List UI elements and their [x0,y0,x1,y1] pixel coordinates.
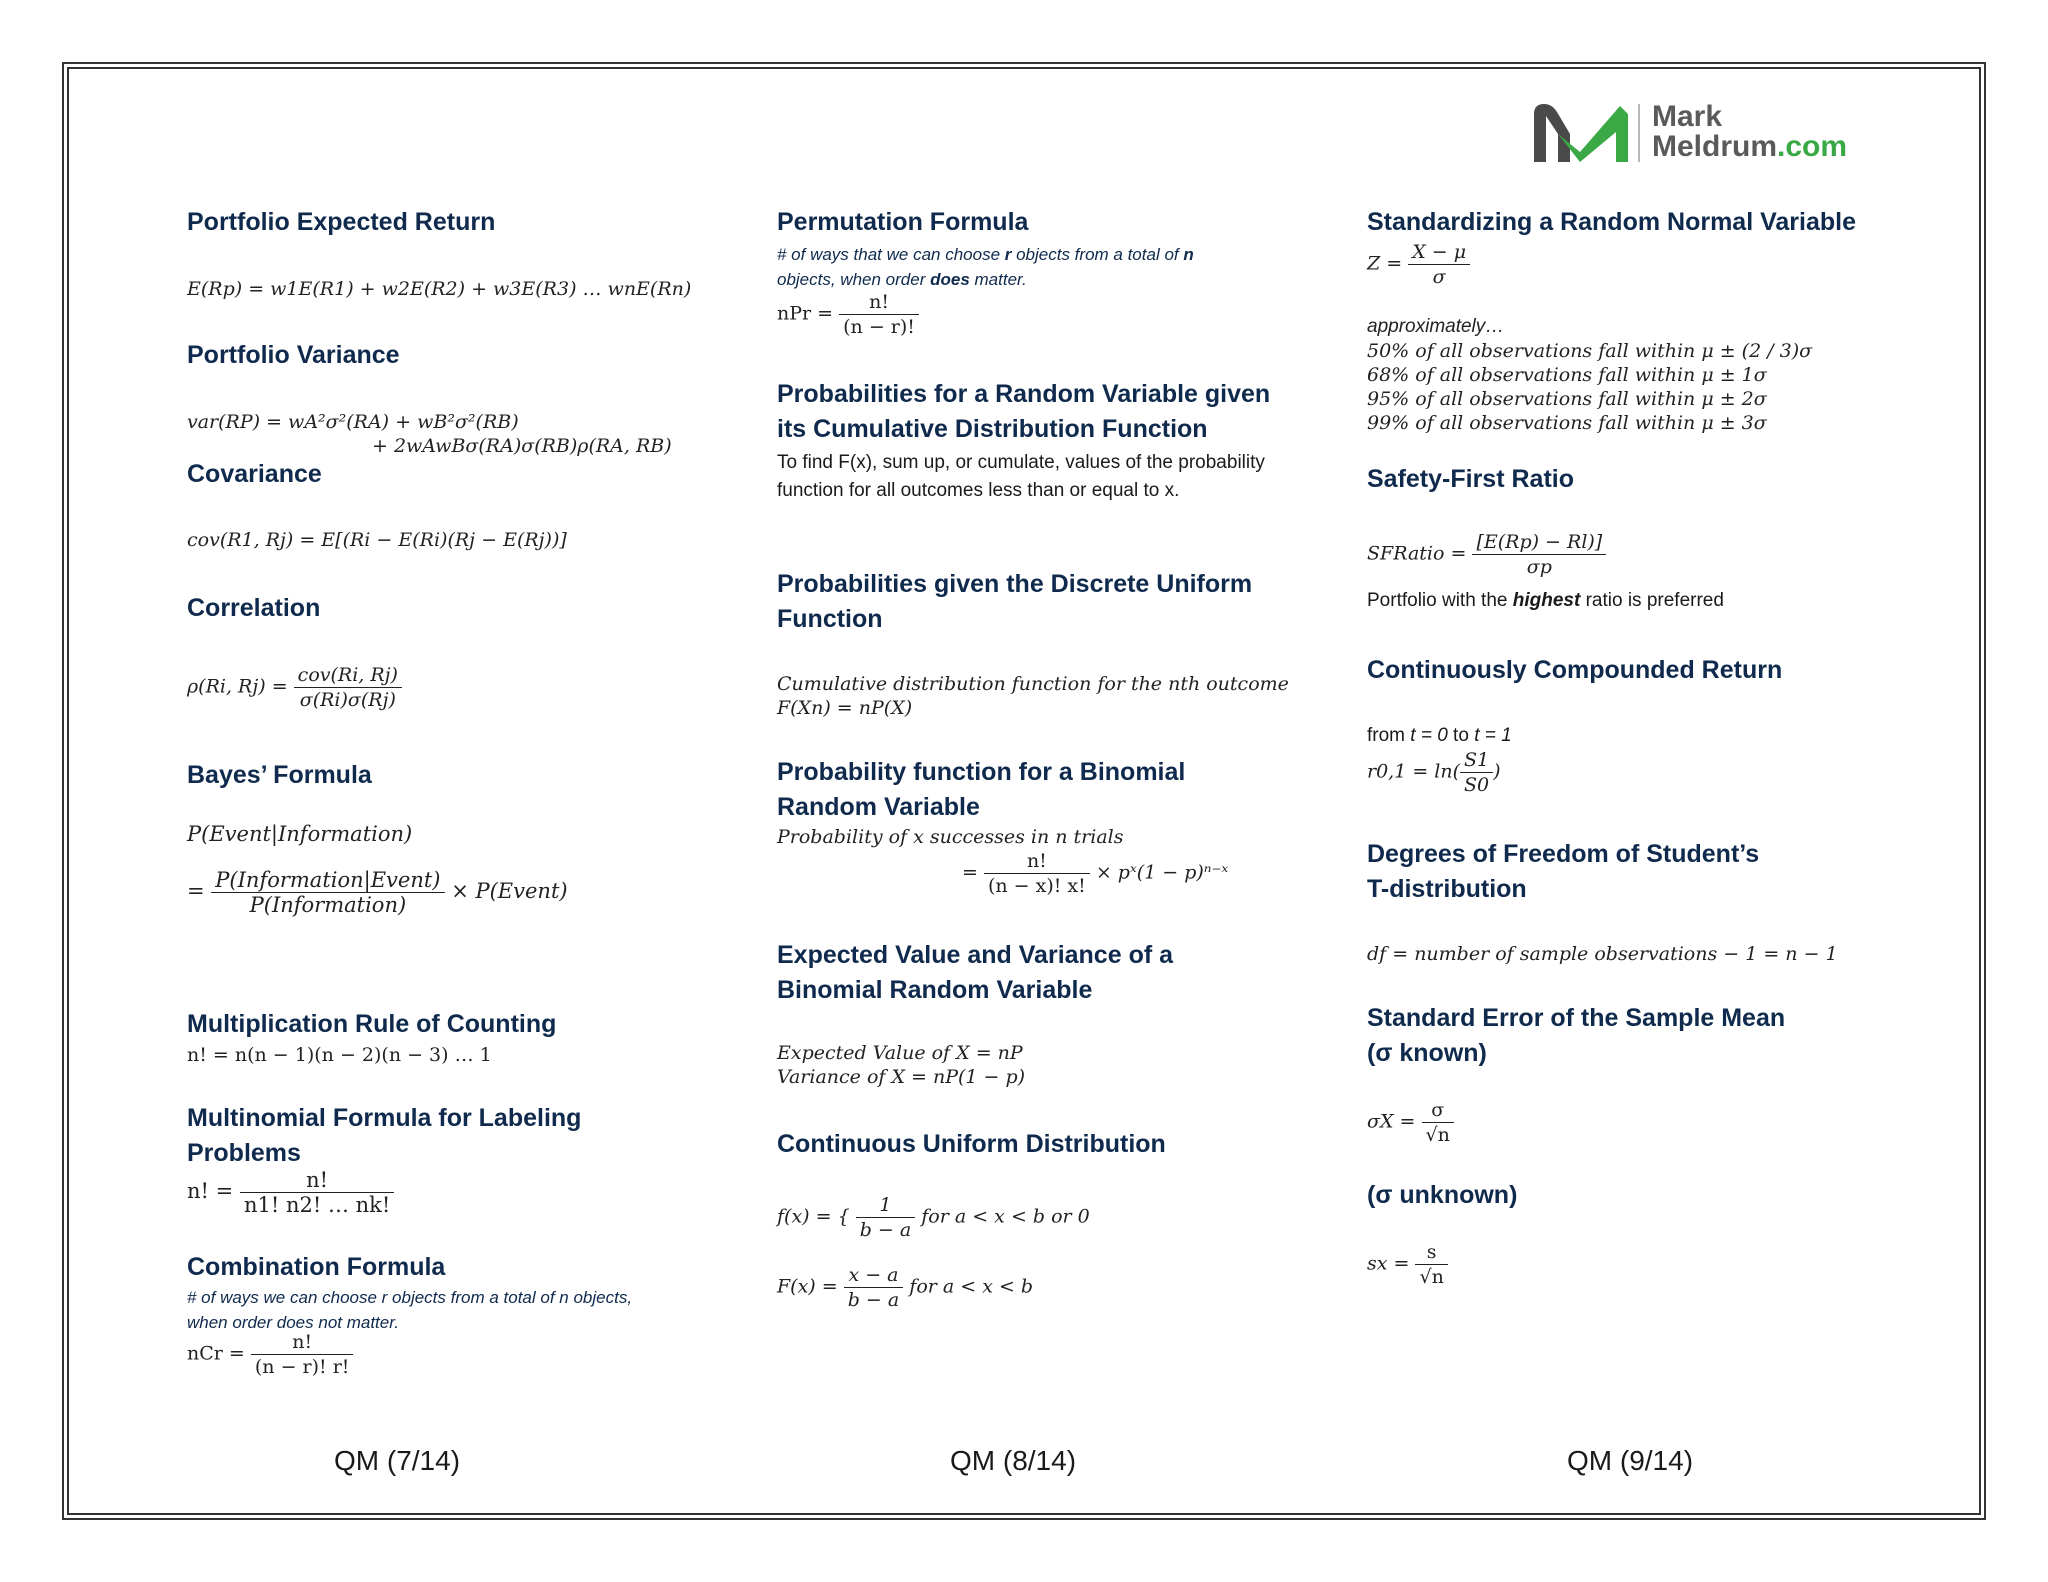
formula-binomial-line1: Probability of x successes in n trials [777,826,1124,848]
page-label-7: QM (7/14) [333,1445,461,1476]
note-permutation-b: objects, when order does matter. [777,270,1027,289]
formula-safety-first: SFRatio = $\frac{[E(Rp) - Rl)]}{\sigma p}$ [1367,530,1606,579]
formula-continuous-uniform-f: f(x) = { $\frac{1}{b - a}$ for a < x < b or 0 [777,1194,1090,1241]
formula-degrees-freedom: df = number of sample observations − 1 = n − 1 [1367,943,1838,965]
heading-multinomial-a: Multinomial Formula for Labeling [187,1104,582,1132]
heading-discrete-uniform-a: Probabilities given the Discrete Uniform [777,570,1253,598]
formula-bayes-line2: = $\frac{\text{P(Information|Event)}}{\text{P(Information)}}$ × P(Event) [187,868,568,917]
formula-discrete-uniform-line2: F(Xn) = nP(X) [777,697,913,719]
heading-sigma-unknown: (σ unknown) [1367,1181,1518,1209]
text-approximately: approximately… [1367,316,1505,337]
heading-portfolio-variance: Portfolio Variance [187,341,400,369]
heading-cdf-a: Probabilities for a Random Variable given [777,380,1271,408]
heading-correlation: Correlation [187,594,321,622]
note-combination-a: # of ways we can choose r objects from a total of n objects, [187,1288,633,1307]
heading-multinomial-b: Problems [187,1139,301,1167]
heading-bayes-formula: Bayes’ Formula [187,761,372,789]
formula-correlation: ρ(Ri, Rj) = $\frac{\text{cov(Ri, Rj)}}{\sigma(Ri)\sigma(Rj)}$ [187,663,402,712]
page-label-8: QM (8/14) [949,1445,1077,1476]
text-safety-first-note: Portfolio with the highest ratio is preferred [1367,590,1724,611]
text-cdf-body: To find F(x), sum up, or cumulate, values of the probability function for all outcomes less than or equal to x. [777,452,1265,501]
heading-cdf-b: its Cumulative Distribution Function [777,415,1208,443]
heading-covariance: Covariance [187,460,322,488]
formula-variance: Variance of X = nP(1 − p) [777,1066,1026,1088]
formula-portfolio-variance-line2: + 2wAwBσ(RA)σ(RB)ρ(RA, RB) [372,435,672,457]
page-label-9: QM (9/14) [1566,1445,1694,1476]
brand-logo [1530,100,1870,166]
heading-degrees-freedom-a: Degrees of Freedom of Student’s [1367,840,1760,868]
text-from-t0-to-t1: from t = 0 to t = 1 [1367,725,1512,746]
logo-m-icon [1530,100,1630,166]
rule-68-percent: 68% of all observations fall within μ ± 1σ [1367,364,1767,386]
rule-95-percent: 95% of all observations fall within μ ± 2σ [1367,388,1767,410]
formula-portfolio-variance-line1: var(RP) = wA²σ²(RA) + wB²σ²(RB) [187,411,519,433]
heading-portfolio-expected-return: Portfolio Expected Return [187,208,496,236]
heading-continuous-compounding: Continuously Compounded Return [1367,656,1783,684]
logo-wordmark [1652,102,1847,162]
heading-binomial-ev-a: Expected Value and Variance of a [777,941,1174,969]
logo-divider [1638,104,1640,162]
formula-binomial-line2: = $\frac{n!}{(n - x)! x!}$ × pˣ(1 − p)ⁿ⁻ˣ [962,850,1229,897]
formula-permutation: nPr = $\frac{n!}{(n - r)!}$ [777,290,919,339]
logo-line1: Mark [1652,100,1723,133]
formula-multinomial: n! = $\frac{n!}{n1! n2! \dots nk!}$ [187,1168,394,1217]
heading-binomial-b: Random Variable [777,793,980,821]
heading-standard-error-b: (σ known) [1367,1039,1487,1067]
heading-discrete-uniform-b: Function [777,605,883,633]
heading-binomial-a: Probability function for a Binomial [777,758,1186,786]
formula-combination: nCr = $\frac{n!}{(n - r)! r!}$ [187,1330,353,1379]
formula-portfolio-expected-return: E(Rp) = w1E(R1) + w2E(R2) + w3E(R3) … wnE(Rn) [187,278,692,300]
rule-99-percent: 99% of all observations fall within μ ± 3σ [1367,412,1767,434]
heading-combination: Combination Formula [187,1253,446,1281]
heading-binomial-ev-b: Binomial Random Variable [777,976,1093,1004]
formula-standard-error-known: σX = $\frac{\sigma}{√n}$ [1367,1098,1454,1147]
formula-standard-error-unknown: sx = $\frac{s}{√n}$ [1367,1240,1448,1289]
heading-multiplication-rule: Multiplication Rule of Counting [187,1010,557,1038]
formula-discrete-uniform-line1: Cumulative distribution function for the nth outcome [777,673,1289,695]
formula-continuous-compounding: r0,1 = ln( $\frac{S1}{S0}$ ) [1367,749,1501,796]
heading-permutation: Permutation Formula [777,208,1029,236]
note-combination-b: when order does not matter. [187,1313,399,1332]
heading-safety-first: Safety-First Ratio [1367,465,1574,493]
logo-line2: Meldrum.com [1652,130,1848,163]
formula-expected-value: Expected Value of X = nP [777,1042,1023,1064]
formula-covariance: cov(R1, Rj) = E[(Ri − E(Ri)(Rj − E(Rj))] [187,529,567,551]
heading-continuous-uniform: Continuous Uniform Distribution [777,1130,1166,1158]
formula-bayes-line1: P(Event|Information) [187,822,413,846]
rule-50-percent: 50% of all observations fall within μ ± (2 / 3)σ [1367,340,1813,362]
note-permutation-a: # of ways that we can choose r objects from a total of n [777,245,1194,264]
heading-degrees-freedom-b: T-distribution [1367,875,1527,903]
heading-standardizing: Standardizing a Random Normal Variable [1367,208,1857,236]
formula-continuous-uniform-F: F(x) = $\frac{x - a}{b - a}$ for a < x < b [777,1264,1034,1311]
formula-multiplication-rule: n! = n(n − 1)(n − 2)(n − 3) … 1 [187,1044,492,1066]
heading-standard-error-a: Standard Error of the Sample Mean [1367,1004,1786,1032]
formula-standardizing: Z = $\frac{X - \mu}{\sigma}$ [1367,240,1470,289]
